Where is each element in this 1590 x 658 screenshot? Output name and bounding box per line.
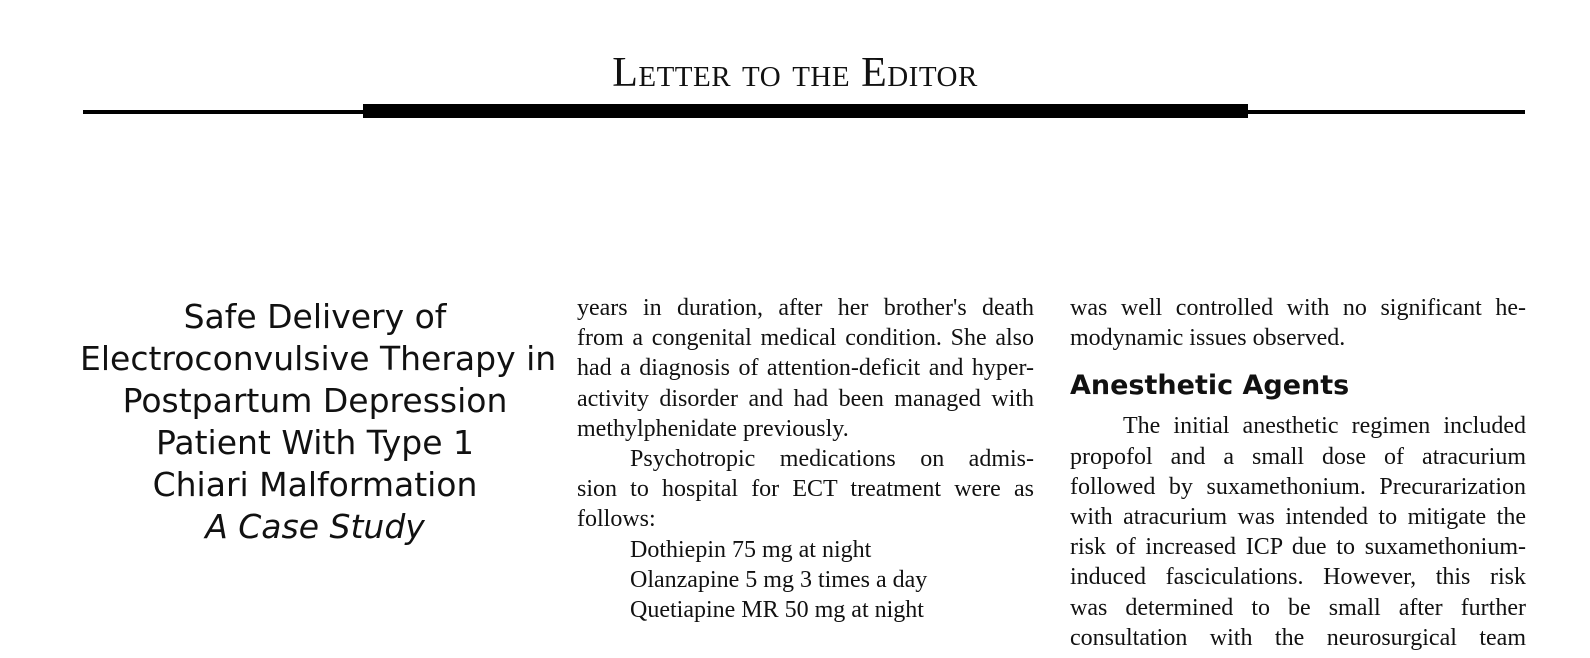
section-heading: Anesthetic Agents bbox=[1070, 370, 1350, 402]
paragraph bbox=[1070, 411, 1526, 653]
text-line: from a congenital medical condition. She also bbox=[577, 325, 1034, 352]
text-line: followed by suxamethonium. Precurarization bbox=[1070, 473, 1526, 500]
text-line: Psychotropic medications on admis- bbox=[630, 445, 1034, 472]
article-title-line: Chiari Malformation bbox=[152, 465, 478, 504]
medication-item: Olanzapine 5 mg 3 times a day bbox=[630, 566, 928, 593]
article-title-line: Patient With Type 1 bbox=[155, 423, 475, 462]
text-line: years in duration, after her brother's death bbox=[577, 295, 1034, 321]
article-title-line: Postpartum Depression bbox=[122, 381, 508, 420]
section-header: Letter to the Editor bbox=[612, 50, 978, 96]
text-line: follows: bbox=[577, 506, 656, 533]
right-column bbox=[1070, 293, 1526, 653]
medication-list bbox=[577, 535, 1034, 626]
paragraph bbox=[577, 293, 1034, 444]
text-line: risk of increased ICP due to suxamethonium- bbox=[1070, 534, 1526, 561]
article-title bbox=[80, 296, 557, 548]
paragraph bbox=[577, 444, 1034, 535]
medication-item: Quetiapine MR 50 mg at night bbox=[630, 596, 924, 623]
article-title-line: Safe Delivery of bbox=[183, 297, 447, 336]
article-title-line: Electroconvulsive Therapy in bbox=[80, 339, 557, 378]
text-line: was well controlled with no significant he- bbox=[1070, 295, 1526, 321]
text-line: was determined to be small after further bbox=[1070, 594, 1526, 621]
medication-item: Dothiepin 75 mg at night bbox=[630, 536, 872, 563]
text-line: methylphenidate previously. bbox=[577, 415, 849, 442]
paragraph bbox=[1070, 293, 1526, 353]
article-subtitle: A Case Study bbox=[205, 507, 425, 546]
text-line: induced fasciculations. However, this risk bbox=[1070, 564, 1526, 591]
text-line: had a diagnosis of attention-deficit and hyper- bbox=[577, 355, 1034, 382]
text-line: sion to hospital for ECT treatment were as bbox=[577, 476, 1034, 503]
text-line: with atracurium was intended to mitigate the bbox=[1070, 503, 1526, 530]
text-line: The initial anesthetic regimen included bbox=[1123, 413, 1526, 440]
text-line: consultation with the neurosurgical team bbox=[1070, 624, 1526, 651]
text-line: modynamic issues observed. bbox=[1070, 325, 1346, 352]
text-line: propofol and a small dose of atracurium bbox=[1070, 443, 1526, 470]
header-rule-thick bbox=[363, 104, 1248, 118]
middle-column bbox=[577, 293, 1034, 625]
text-line: activity disorder and had been managed with bbox=[577, 385, 1034, 412]
